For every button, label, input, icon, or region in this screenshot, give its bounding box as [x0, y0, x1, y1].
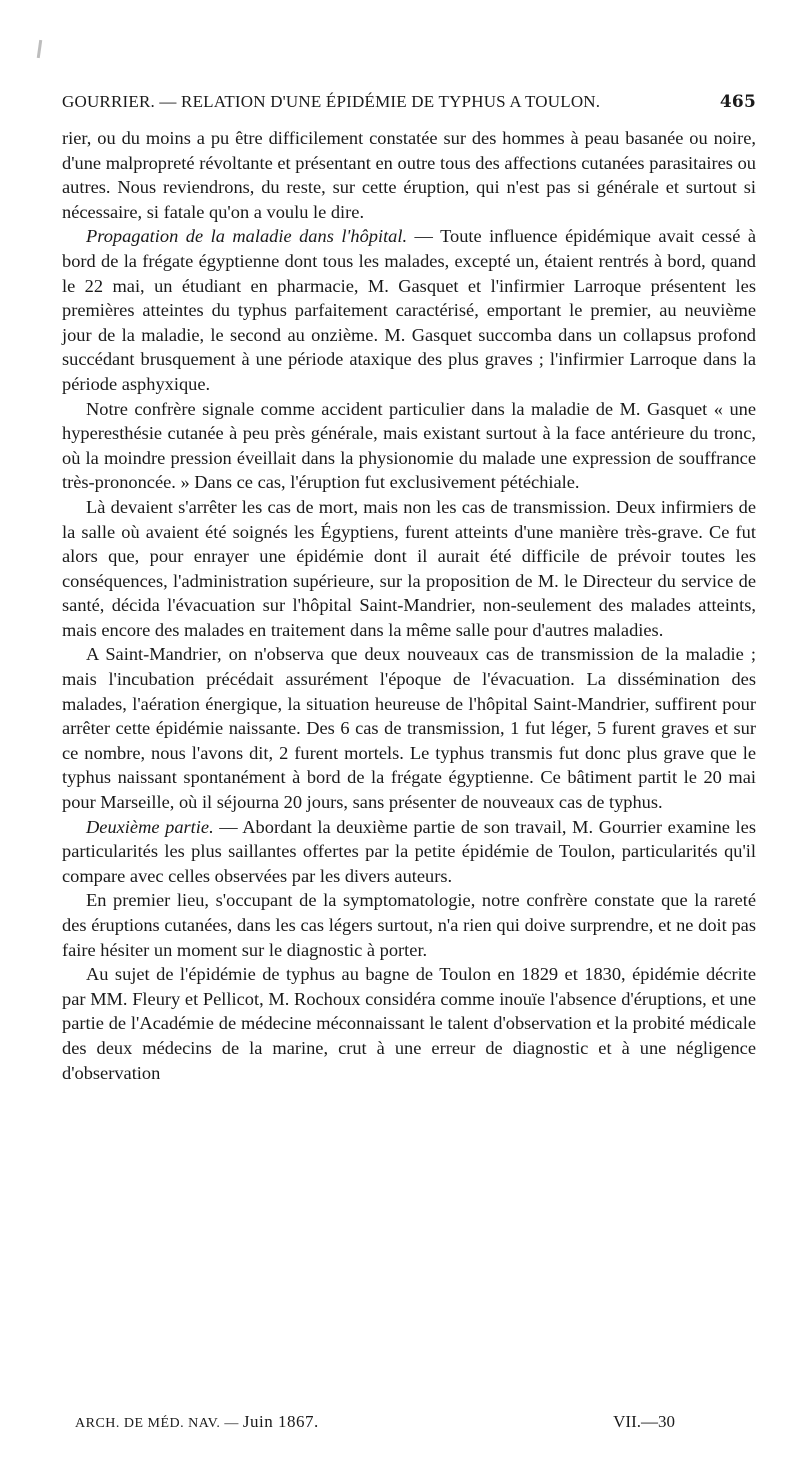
journal-reference [75, 1412, 319, 1432]
page-number: 465 [719, 92, 756, 112]
journal-name: ARCH. DE MÉD. NAV. [75, 1416, 221, 1431]
footer-separator: — [224, 1416, 239, 1431]
running-header [62, 92, 756, 116]
paragraph: rier, ou du moins a pu être difficilement constatée sur des hommes à peau basanée ou noire, d'une malpropreté révoltante et présentant en outre tous des affections cutanées parasitaires ou autres. Nous reviendrons, du reste, sur cette éruption, qui n'est pas si générale et surtout si nécessaire, si fatale qu'on a voulu le dire. [62, 128, 756, 222]
paragraph: Notre confrère signale comme accident particulier dans la maladie de M. Gasquet « une hyperesthésie cutanée à peu près générale, mais existant surtout à la face antérieure du tronc, où la moindre pression éveillait dans la physionomie du malade une expression de souffrance très-prononcée. » Dans ce cas, l'éruption fut exclusivement pétéchiale. [62, 398, 756, 493]
issue-date: Juin 1867. [242, 1412, 319, 1431]
paragraph: A Saint-Mandrier, on n'observa que deux nouveaux cas de transmission de la maladie ; mais l'incubation précédait assurément l'époque de l'évacuation. La dissémination des malades, l'aération énergique, la situation heureuse de l'hôpital Saint-Mandrier, suffirent pour arrêter cette épidémie naissante. Des 6 cas de transmission, 1 fut léger, 5 furent graves et sur ce nombre, nous l'avons dit, 2 furent mortels. Le typhus transmis fut donc plus grave que le typhus naissant spontanément à bord de la frégate égyptienne. Ce bâtiment partit le 20 mai pour Marseille, où il séjourna 20 jours, sans présenter de nouveaux cas de typhus. [62, 644, 756, 813]
signature-mark: VII.—30 [613, 1412, 675, 1431]
section-heading: Deuxième partie. [86, 816, 214, 837]
running-title: GOURRIER. — RELATION D'UNE ÉPIDÉMIE DE TYPHUS A TOULON. [62, 92, 601, 111]
section-heading: Propagation de la maladie dans l'hôpital. [86, 226, 408, 247]
paragraph: Deuxième partie. — Abordant la deuxième partie de son travail, M. Gourrier examine les particularités les plus saillantes offertes par la petite épidémie de Toulon, particularités qu'il compare avec celles observées par les divers auteurs. [62, 816, 756, 886]
paragraph: Propagation de la maladie dans l'hôpital. — Toute influence épidémique avait cessé à bord de la frégate égyptienne dont tous les malades, excepté un, étaient rentrés à bord, quand le 22 mai, un étudiant en pharmacie, M. Gasquet et l'infirmier Larroque présentent les premières atteintes du typhus parfaitement caractérisé, emportant le premier, au neuvième jour de la maladie, le second au onzième. M. Gasquet succomba dans un collapsus profond succédant brusquement à une période ataxique des plus graves ; l'infirmier Larroque dans la période asphyxique. [62, 226, 756, 394]
article-body [62, 126, 756, 1085]
page-footer [75, 1412, 675, 1436]
paragraph: Au sujet de l'épidémie de typhus au bagne de Toulon en 1829 et 1830, épidémie décrite par MM. Fleury et Pellicot, M. Rochoux considéra comme inouïe l'absence d'éruptions, et une partie de l'Académie de médecine méconnaissant le talent d'observation et la probité médicale des deux médecins de la marine, crut à une erreur de diagnostic et à une négligence d'observation [62, 964, 756, 1083]
paragraph: Là devaient s'arrêter les cas de mort, mais non les cas de transmission. Deux infirmiers de la salle où avaient été soignés les Égyptiens, furent atteints d'une manière très-grave. Ce fut alors que, pour enrayer une épidémie dont il aurait été difficile de prévoir toutes les conséquences, l'administration supérieure, sur la proposition de M. le Directeur du service de santé, décida l'évacuation sur l'hôpital Saint-Mandrier, non-seulement des malades atteints, mais encore des malades en traitement dans la même salle pour d'autres maladies. [62, 496, 756, 640]
scan-speck [37, 40, 42, 58]
paragraph: En premier lieu, s'occupant de la symptomatologie, notre confrère constate que la rareté des éruptions cutanées, dans les cas légers surtout, n'a rien qui doive surprendre, et ne doit pas faire hésiter un moment sur le diagnostic à porter. [62, 890, 756, 960]
